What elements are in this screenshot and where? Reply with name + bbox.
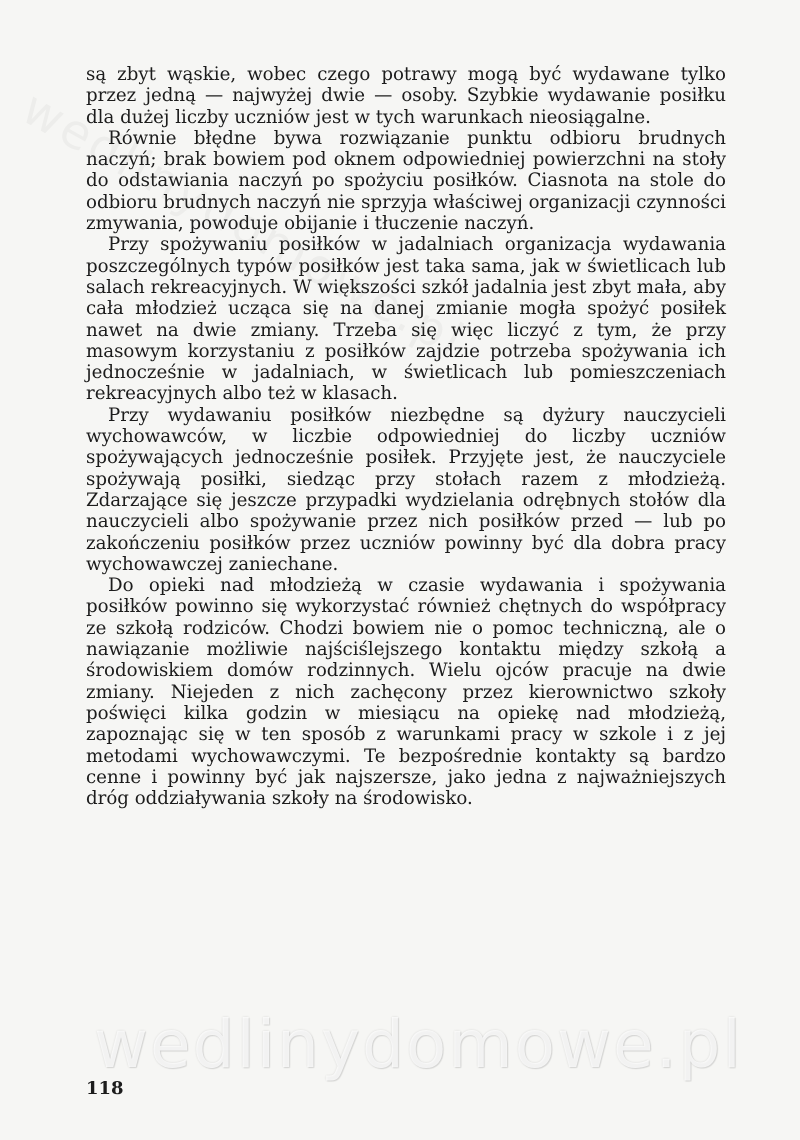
paragraph: Przy wydawaniu posiłków niezbędne są dyżury nauczycieli wychowawców, w liczbie odpowiedniej do liczby uczniów spożywających jednocześnie posiłek. Przyjęte jest, że nauczyciele spożywają posiłki, siedząc przy stołach razem z młodzieżą. Zdarzające się jeszcze przypadki wydzielania odrębnych stołów dla nauczycieli albo spożywanie przez nich posiłków przed — lub po zakończeniu posiłków przez uczniów powinny być dla dobra pracy wychowawczej zaniechane.: [86, 404, 726, 575]
paragraph: są zbyt wąskie, wobec czego potrawy mogą być wydawane tylko przez jedną — najwyżej dwie — osoby. Szybkie wydawanie posiłku dla dużej liczby uczniów jest w tych warunkach nieosiągalne.: [86, 64, 726, 128]
paragraph: Przy spożywaniu posiłków w jadalniach organizacja wydawania poszczególnych typów posiłków jest taka sama, jak w świetlicach lub salach rekreacyjnych. W większości szkół jadalnia jest zbyt mała, aby cała młodzież ucząca się na danej zmianie mogła spożyć posiłek nawet na dwie zmiany. Trzeba się więc liczyć z tym, że przy masowym korzystaniu z posiłków zajdzie potrzeba spożywania ich jednocześnie w jadalniach, w świetlicach lub pomieszczeniach rekreacyjnych albo też w klasach.: [86, 234, 726, 405]
paragraph: Równie błędne bywa rozwiązanie punktu odbioru brudnych naczyń; brak bowiem pod oknem odpowiedniej powierzchni na stoły do odstawiania naczyń po spożyciu posiłków. Ciasnota na stole do odbioru brudnych naczyń nie sprzyja właściwej organizacji czynności zmywania, powoduje obijanie i tłuczenie naczyń.: [86, 127, 726, 235]
page-number: 118: [86, 1078, 124, 1099]
watermark: wedlinydomowe.pl: [94, 1006, 743, 1083]
paragraph: Do opieki nad młodzieżą w czasie wydawania i spożywania posiłków powinno się wykorzystać również chętnych do współpracy ze szkołą rodziców. Chodzi bowiem nie o pomoc techniczną, ale o nawiązanie możliwie najściślejszego kontaktu między szkołą a środowiskiem domów rodzinnych. Wielu ojców pracuje na dwie zmiany. Niejeden z nich zachęcony przez kierownictwo szkoły poświęci kilka godzin w miesiącu na opiekę nad młodzieżą, zapoznając się w ten sposób z warunkami pracy w szkole i z jej metodami wychowawczymi. Te bezpośrednie kontakty są bardzo cenne i powinny być jak najszersze, jako jedna z najważniejszych dróg oddziaływania szkoły na środowisko.: [86, 575, 726, 810]
body-text: [86, 64, 726, 809]
